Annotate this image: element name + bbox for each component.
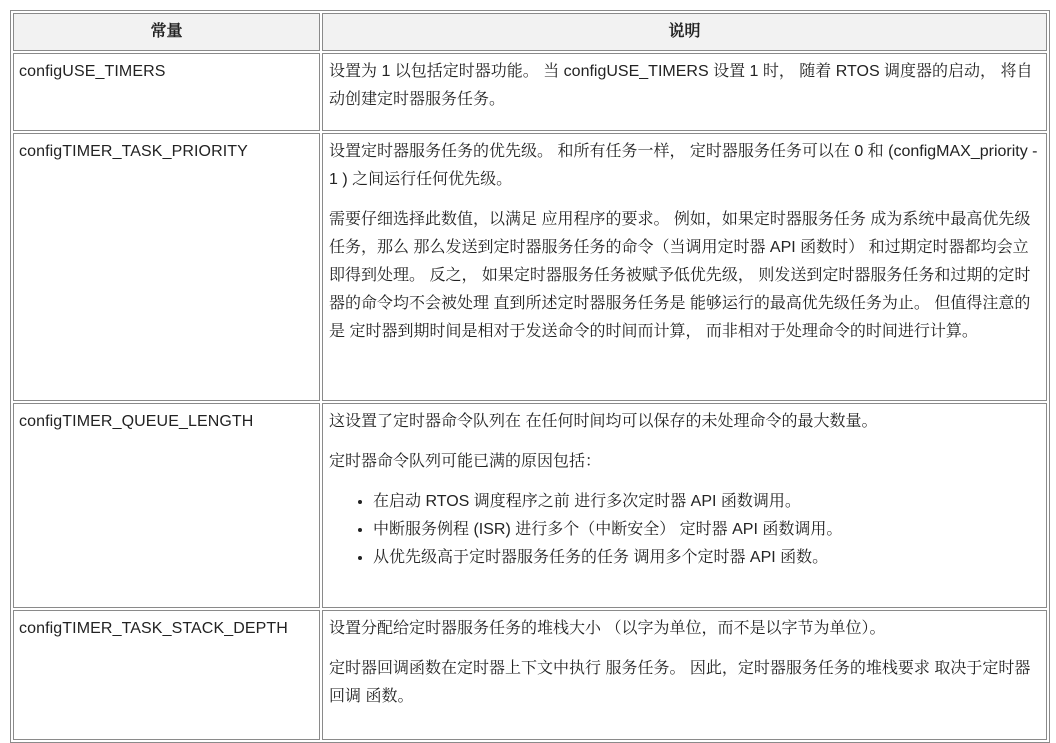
description-paragraph: 设置分配给定时器服务任务的堆栈大小 （以字为单位，而不是以字节为单位）。: [329, 620, 886, 637]
constant-name: configUSE_TIMERS: [13, 53, 320, 131]
list-item: • 中断服务例程 (ISR) 进行多个（中断安全） 定时器 API 函数调用。: [373, 516, 1040, 544]
config-table: [10, 10, 1050, 743]
constant-name: configTIMER_TASK_PRIORITY: [13, 133, 320, 401]
list-item: • 从优先级高于定时器服务任务的任务 调用多个定时器 API 函数。: [373, 544, 1040, 572]
constant-description: [322, 133, 1047, 401]
description-paragraph: 设置为 1 以包括定时器功能。 当 configUSE_TIMERS 设置 1 时， 随着 RTOS 调度器的启动， 将自动创建定时器服务任务。: [329, 63, 1033, 108]
description-paragraph: 需要仔细选择此数值，以满足 应用程序的要求。 例如，如果定时器服务任务 成为系统中最高优先级任务，那么 那么发送到定时器服务任务的命令（当调用定时器 API 函数时） 和过期定时器都均会立即得到处理。 反之， 如果定时器服务任务被赋予低优先级， 则发送到定时器服务任务和过期的定时器的命令均不会被处理 直到所述定时器服务任务是 能够运行的最高优先级任务为止。 但值得注意的是 定时器到期时间是相对于发送命令的时间而计算， 而非相对于处理命令的时间进行计算。: [329, 211, 1031, 340]
table-header: [13, 13, 1047, 51]
list-item: • 在启动 RTOS 调度程序之前 进行多次定时器 API 函数调用。: [373, 488, 1040, 516]
header-description: 说明: [322, 13, 1047, 51]
table-row: [13, 403, 1047, 608]
table-row: [13, 610, 1047, 740]
reason-list: [329, 488, 1040, 572]
table-row: [13, 53, 1047, 131]
description-paragraph: 这设置了定时器命令队列在 在任何时间均可以保存的未处理命令的最大数量。: [329, 413, 878, 430]
constant-name: configTIMER_QUEUE_LENGTH: [13, 403, 320, 608]
description-paragraph: 设置定时器服务任务的优先级。 和所有任务一样， 定时器服务任务可以在 0 和 (configMAX_priority - 1 ) 之间运行任何优先级。: [329, 143, 1038, 188]
description-paragraph: 定时器命令队列可能已满的原因包括：: [329, 453, 602, 470]
constant-description: [322, 610, 1047, 740]
constant-description: [322, 53, 1047, 131]
constant-description: [322, 403, 1047, 608]
constant-name: configTIMER_TASK_STACK_DEPTH: [13, 610, 320, 740]
table-body: [13, 53, 1047, 740]
header-constant: 常量: [13, 13, 320, 51]
header-row: [13, 13, 1047, 51]
table-row: [13, 133, 1047, 401]
description-paragraph: 定时器回调函数在定时器上下文中执行 服务任务。 因此，定时器服务任务的堆栈要求 取决于定时器回调 函数。: [329, 660, 1031, 705]
